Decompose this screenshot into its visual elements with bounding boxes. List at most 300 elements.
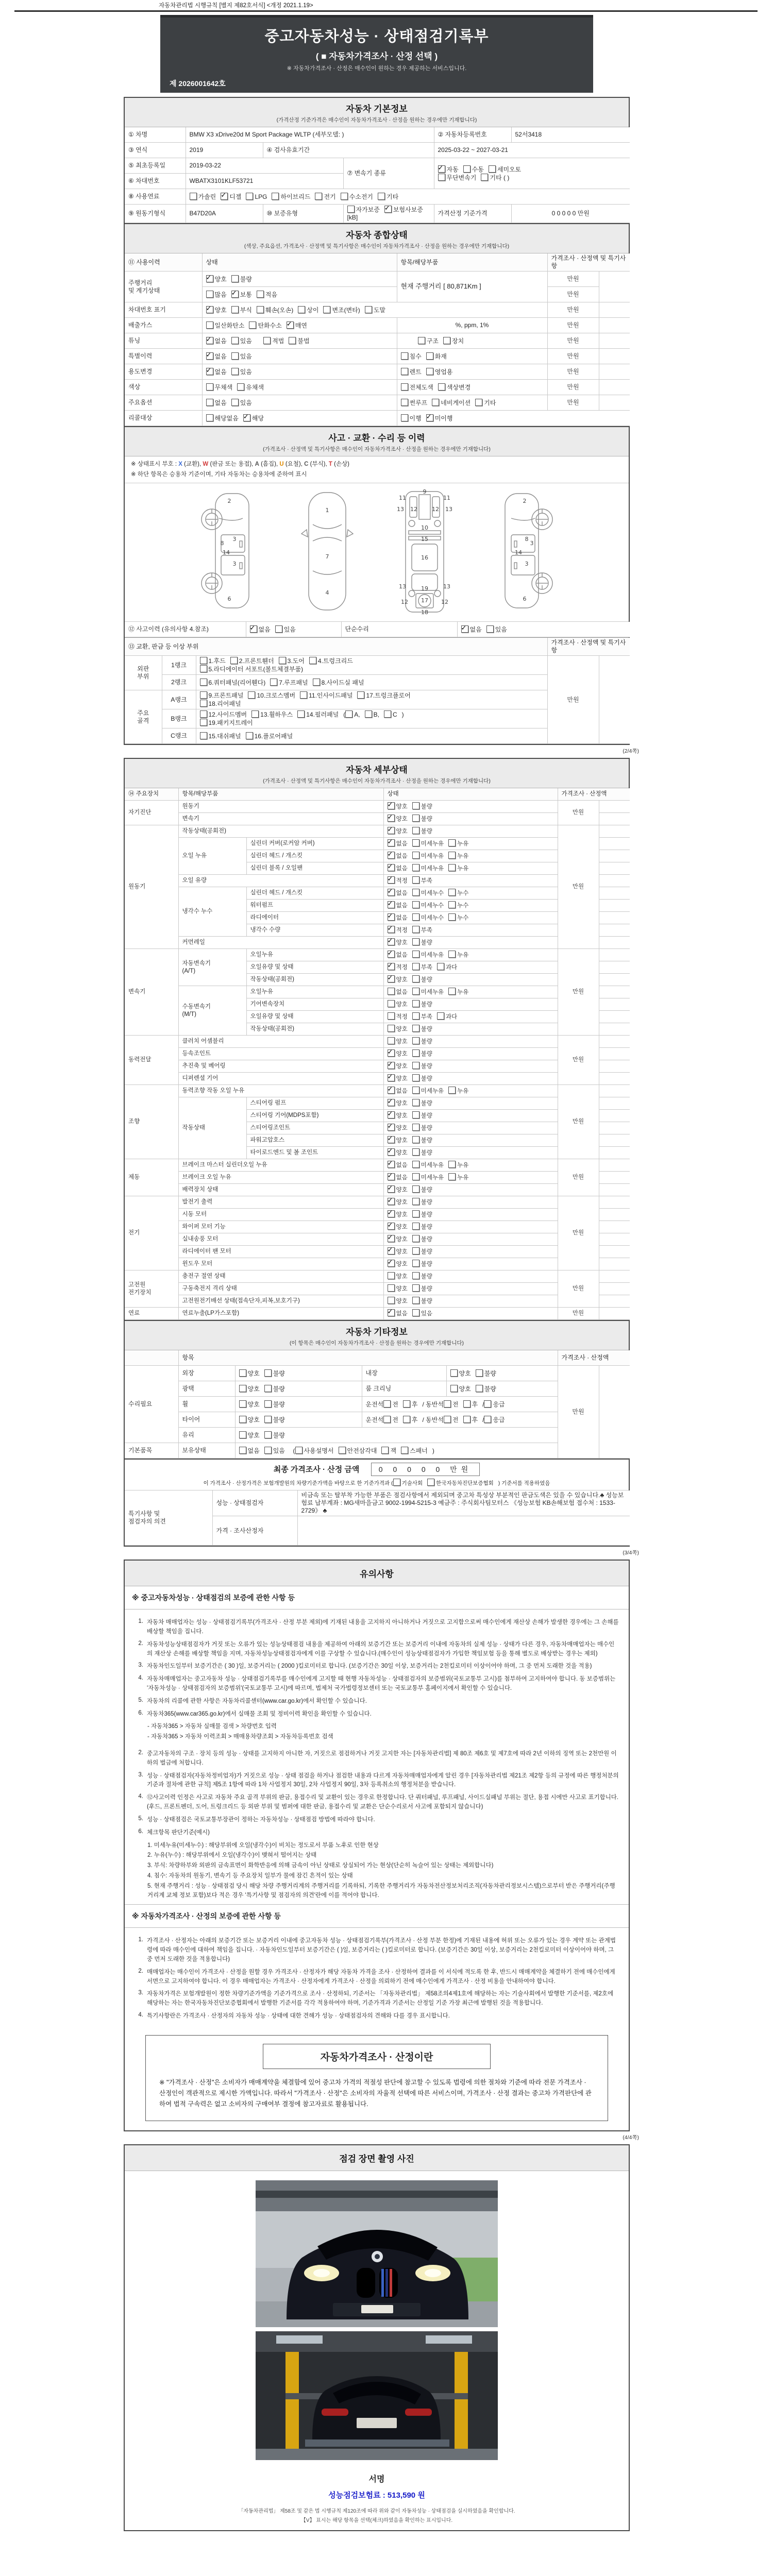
checkbox-unchecked <box>448 901 468 909</box>
svg-text:11: 11 <box>398 495 406 502</box>
notice-item-number: 6. <box>138 1709 143 1716</box>
section-header-etc <box>125 1320 629 1350</box>
checkbox-icon <box>295 1447 303 1454</box>
checkbox-label: 양호 <box>396 804 408 810</box>
checkbox-icon <box>388 815 395 822</box>
table-cell <box>383 1233 558 1246</box>
checkbox-icon <box>388 1074 395 1081</box>
table-cell: 실내송풍 모터 <box>178 1233 383 1246</box>
checkbox-checked <box>388 1309 408 1317</box>
checkbox-label: 적정 <box>396 927 408 934</box>
checkbox-label: 기술사회 <box>401 1480 423 1487</box>
checkbox-label: A, <box>354 711 360 719</box>
checkbox-icon <box>489 165 496 173</box>
checkbox-label: 불량 <box>273 1369 285 1377</box>
checkbox-label: 없음 <box>396 890 408 897</box>
checkbox-label: 누유 <box>457 989 469 996</box>
table-cell <box>599 1246 630 1258</box>
checkbox-unchecked <box>231 306 252 314</box>
checkbox-icon <box>388 1223 395 1230</box>
checkbox-icon <box>388 802 395 809</box>
checkbox-label: 양호 <box>396 1274 408 1280</box>
table-cell <box>599 380 630 395</box>
checkbox-label: 양호 <box>396 1150 408 1157</box>
table-cell: A랭크 <box>162 690 196 709</box>
car-side-left-diagram <box>192 487 270 616</box>
checkbox-icon <box>403 1400 410 1408</box>
table-cell: 단순수리 <box>341 622 457 637</box>
price-definition-body: ※ "가격조사 · 산정"은 소비자가 매매계약을 체결함에 있어 중고차 가격의 적절성 판단에 참고할 수 있도록 법령에 의한 절차와 기준에 따라 전문 가격조사 · 산정인이 객관적으로 제시한 가액입니다. 따라서 "가격조사 · 산정"은 소비자의 자율적 선택에 따른 서비스이며, 가격조사 · 산정 결과는 중고차 가격판단에 관하여 법적 구속력은 없고 소비자의 구매여부 결정에 참고자료로 활용됩니다. <box>159 2078 592 2108</box>
checkbox-label: 불량 <box>421 1286 432 1293</box>
checkbox-icon <box>231 337 239 344</box>
checkbox-icon <box>206 291 213 298</box>
checkbox-icon <box>401 1447 408 1454</box>
checkbox-icon <box>264 1369 272 1377</box>
notice-item <box>132 1968 619 1987</box>
checkbox-label: 없음 <box>396 866 408 872</box>
checkbox-checked <box>221 193 241 201</box>
checkbox-label: 불량 <box>421 977 432 984</box>
checkbox-icon <box>378 193 385 200</box>
table-cell <box>599 349 630 364</box>
text: / <box>482 1416 484 1423</box>
checkbox-icon <box>383 1416 391 1423</box>
table-cell <box>383 949 558 961</box>
checkbox-icon <box>279 657 286 664</box>
table-cell <box>383 1308 558 1320</box>
table-cell: 만원 <box>558 1036 599 1085</box>
checkbox-label: 부족 <box>421 927 432 934</box>
checkbox-icon <box>206 352 213 360</box>
checkbox-label: 없음 <box>396 1088 408 1095</box>
checkbox-label: 불량 <box>273 1431 285 1439</box>
table-cell <box>599 961 630 974</box>
checkbox-unchecked <box>341 193 373 201</box>
checkbox-label: 4.트렁크리드 <box>317 657 353 665</box>
table-row <box>125 1366 630 1381</box>
checkbox-label: 적음 <box>265 291 278 298</box>
table-row <box>125 1412 630 1428</box>
checkbox-icon <box>412 1223 419 1230</box>
checkbox-icon <box>297 710 305 718</box>
text: ) 기준서를 적용하였음 <box>498 1480 550 1487</box>
checkbox-unchecked <box>239 1385 260 1393</box>
notice-item-number: 1. <box>138 1937 143 1943</box>
checkbox-unchecked <box>378 193 398 201</box>
notice-item-number: 3. <box>138 1662 143 1669</box>
checkbox-label: 해당 <box>251 414 264 422</box>
notice-item <box>132 1675 619 1693</box>
signature-title: 서명 <box>368 2475 385 2484</box>
checkbox-icon <box>426 414 433 421</box>
checkbox-icon <box>438 165 445 173</box>
checkbox-icon <box>475 399 482 406</box>
title-banner <box>160 15 593 93</box>
checkbox-unchecked <box>437 1012 457 1021</box>
checkbox-icon <box>484 1416 491 1423</box>
checkbox-checked <box>388 1185 408 1194</box>
checkbox-checked <box>388 889 408 897</box>
checkbox-unchecked <box>365 306 385 314</box>
table-cell: 가격조사 · 산정액 및 특기사항 <box>547 638 630 656</box>
checkbox-icon <box>388 1111 395 1118</box>
table-cell: ⑨ 원동기형식 <box>125 205 186 223</box>
checkbox-label: 기타 <box>484 399 496 406</box>
section-title: 점검 장면 촬영 사진 <box>339 2154 414 2164</box>
table-cell: 외장 <box>178 1366 235 1381</box>
checkbox-icon <box>438 383 445 391</box>
table-cell: 항목 <box>178 1350 558 1366</box>
checkbox-label: 과다 <box>445 964 458 971</box>
legend-letter: W <box>203 461 209 467</box>
table-row <box>125 1397 630 1412</box>
checkbox-label: 적정 <box>396 964 408 971</box>
table-row <box>125 1221 630 1233</box>
checkbox-icon <box>412 1136 419 1143</box>
checkbox-unchecked <box>412 1223 432 1231</box>
table-cell: 오일유량 및 상태 <box>246 1011 383 1023</box>
final-price-label: 최종 가격조사 · 산정 금액 <box>273 1465 360 1475</box>
table-row <box>125 380 630 395</box>
table-cell: 2랭크 <box>162 675 196 690</box>
notice-item-number: 1. <box>138 1618 143 1625</box>
table-cell <box>343 205 434 223</box>
table-cell <box>383 1134 558 1147</box>
checkbox-icon <box>388 901 395 908</box>
checkbox-label: 전 <box>452 1416 459 1423</box>
checkbox-label: 있음 <box>240 337 252 345</box>
table-cell <box>599 302 630 318</box>
checkbox-icon <box>388 852 395 859</box>
table-cell <box>599 1209 630 1221</box>
checkbox-icon <box>412 1210 419 1217</box>
table-cell <box>446 1381 558 1397</box>
table-cell: 실린더 블록 / 오일팬 <box>246 862 383 875</box>
table-cell: 와이퍼 모터 기능 <box>178 1221 383 1233</box>
checkbox-icon <box>246 193 253 200</box>
table-cell <box>362 1397 558 1412</box>
checkbox-icon <box>365 306 372 313</box>
legend-desc: (손상) <box>332 461 350 467</box>
checkbox-label: 없음 <box>396 903 408 909</box>
checkbox-label: 잭 <box>390 1447 397 1454</box>
table-cell: 항목/해당부품 <box>397 253 547 272</box>
table-cell: 오일누유 <box>246 986 383 998</box>
table-cell <box>599 1073 630 1085</box>
checkbox-unchecked <box>412 913 444 922</box>
table-cell <box>383 1184 558 1196</box>
table-cell <box>235 1381 362 1397</box>
checkbox-unchecked <box>347 206 380 214</box>
notice-sub-item: 5. 현재 주행거리 : 성능 · 상태점검 당시 해당 차량 주행거리계의 주행거리를 기록하되, 기록한 주행거리가 자동차전산정보처리조직(자동차관리정보시스템)으로부터 받은 주행거리(주행거리계 교체 정보 포함)보다 적은 경우 '특기사항 및 점검자의 의견'란에 이를 적어야 합니다. <box>147 1883 615 1899</box>
checkbox-icon <box>388 1062 395 1069</box>
section-header-detail <box>125 759 629 788</box>
table-cell: 수리필요 <box>125 1366 178 1443</box>
table-cell: 배력장치 상태 <box>178 1184 383 1196</box>
table-cell: ③ 연식 <box>125 143 186 158</box>
checkbox-unchecked <box>412 1161 444 1169</box>
table-cell: 라디에이터 <box>246 912 383 924</box>
document-body <box>124 97 639 2531</box>
table-cell <box>599 1233 630 1246</box>
checkbox-label: 도말 <box>373 306 385 314</box>
used-car-inspection-record <box>0 1 773 2531</box>
table-cell: 브레이크 마스터 실린더오일 누유 <box>178 1159 383 1172</box>
checkbox-unchecked <box>313 679 364 687</box>
checkbox-icon <box>206 383 213 391</box>
table-cell: 냉각수 누수 <box>178 887 246 937</box>
table-cell <box>202 395 397 411</box>
notice-item-number: 5. <box>138 1815 143 1822</box>
checkbox-icon <box>481 174 488 181</box>
checkbox-label: 수소전기 <box>349 193 374 200</box>
checkbox-icon <box>264 1431 272 1438</box>
table-cell <box>599 1110 630 1122</box>
table-cell <box>599 1196 630 1209</box>
section-header-notice <box>125 1561 629 1586</box>
table-cell: 고전원전기배선 상태(접속단자,피복,보호기구) <box>178 1295 383 1308</box>
checkbox-unchecked <box>206 321 245 330</box>
table-cell: 작동상태(공회전) <box>246 974 383 986</box>
checkbox-label: 불량 <box>421 1039 432 1045</box>
table-cell: 커먼레일 <box>178 937 383 949</box>
checkbox-icon <box>412 1025 419 1032</box>
checkbox-icon <box>463 165 470 173</box>
car-rear-lift-photo <box>256 2331 498 2460</box>
text <box>401 337 418 345</box>
checkbox-icon <box>239 1416 246 1423</box>
checkbox-label: 있음 <box>240 368 252 376</box>
overall-state-table <box>125 253 629 426</box>
checkbox-label: 미세누유 <box>421 1175 444 1181</box>
checkbox-label: 미세누수 <box>421 890 444 897</box>
checkbox-unchecked <box>412 938 432 946</box>
checkbox-icon <box>231 275 239 282</box>
checkbox-unchecked <box>412 1025 432 1033</box>
checkbox-label: 불량 <box>421 804 432 810</box>
checkbox-label: 17.트렁크플로어 <box>366 692 411 700</box>
checkbox-unchecked <box>426 368 453 376</box>
table-cell <box>599 1023 630 1036</box>
text: / 동반석 <box>422 1400 444 1408</box>
checkbox-label: 불량 <box>421 1261 432 1268</box>
checkbox-label: 많음 <box>214 291 227 298</box>
table-cell: B47D20A <box>186 205 263 223</box>
table-cell <box>599 1085 630 1097</box>
table-cell <box>383 1159 558 1172</box>
accident-history-table <box>125 622 629 637</box>
section-basic-and-overall <box>124 97 630 745</box>
checkbox-icon <box>388 1148 395 1156</box>
checkbox-icon <box>438 174 445 181</box>
checkbox-checked <box>388 1148 408 1157</box>
table-cell: 룸 크리닝 <box>362 1381 446 1397</box>
table-cell <box>362 1412 558 1428</box>
text <box>257 337 263 345</box>
checkbox-label: 누유 <box>457 952 469 959</box>
checkbox-unchecked <box>231 337 252 345</box>
checkbox-icon <box>388 1284 395 1292</box>
checkbox-label: 후 <box>472 1400 478 1408</box>
checkbox-label: 양호 <box>396 1063 408 1070</box>
checkbox-unchecked <box>412 901 444 909</box>
checkbox-label: 수동 <box>472 165 484 173</box>
table-row <box>125 1443 630 1459</box>
svg-text:17: 17 <box>421 597 428 604</box>
checkbox-icon <box>401 383 408 391</box>
section-title: 사고 · 교환 · 수리 등 이력 <box>328 433 425 443</box>
table-cell <box>397 333 547 349</box>
checkbox-label: 불량 <box>421 1051 432 1058</box>
checkbox-icon <box>190 193 197 200</box>
table-cell: 차대번호 표기 <box>125 302 202 318</box>
checkbox-unchecked <box>206 414 239 422</box>
table-cell <box>196 675 547 690</box>
table-row <box>125 1209 630 1221</box>
checkbox-checked <box>388 1136 408 1144</box>
table-row <box>125 1246 630 1258</box>
checkbox-checked <box>250 625 271 634</box>
checkbox-label: 구조 <box>426 337 439 345</box>
table-cell <box>383 1196 558 1209</box>
svg-text:3: 3 <box>232 561 236 568</box>
notice-item <box>132 1793 619 1812</box>
checkbox-label: 누유 <box>457 853 469 860</box>
checkbox-unchecked <box>200 719 253 727</box>
checkbox-checked <box>388 1087 408 1095</box>
table-row <box>125 318 630 333</box>
checkbox-label: 없음 <box>396 1311 408 1317</box>
checkbox-label: 미세누수 <box>421 903 444 909</box>
table-cell: 만원 <box>547 287 599 302</box>
table-cell <box>383 998 558 1011</box>
checkbox-unchecked <box>412 852 444 860</box>
checkbox-label: 화재 <box>434 352 447 360</box>
checkbox-unchecked <box>297 710 339 719</box>
checkbox-unchecked <box>257 291 277 299</box>
checkbox-icon <box>272 193 279 200</box>
svg-text:19: 19 <box>421 585 428 592</box>
checkbox-label: 5.라디에이터 서포트(볼트체결부품) <box>208 666 304 673</box>
checkbox-checked <box>388 1223 408 1231</box>
notice-sub-item: - 자동차365 > 자동차 실매물 검색 > 차량번호 입력 <box>147 1723 277 1730</box>
checkbox-unchecked <box>432 399 470 407</box>
checkbox-unchecked <box>448 1087 468 1095</box>
checkbox-icon <box>427 1479 434 1486</box>
checkbox-icon <box>401 368 408 375</box>
notice-item <box>132 1990 619 2008</box>
checkbox-label: 불량 <box>273 1416 285 1423</box>
legend-letter: U <box>279 461 284 467</box>
checkbox-unchecked <box>401 383 433 392</box>
checkbox-unchecked <box>476 1369 496 1378</box>
checkbox-unchecked <box>239 1400 260 1409</box>
checkbox-label: 누수 <box>457 903 469 909</box>
checkbox-unchecked <box>412 1309 432 1317</box>
checkbox-icon <box>257 306 264 313</box>
table-cell <box>196 656 547 675</box>
table-cell <box>397 395 547 411</box>
table-cell: 가격 · 조사산정자 <box>212 1516 297 1546</box>
checkbox-label: 9.프론트패널 <box>208 692 244 700</box>
checkbox-label: 양호 <box>396 1236 408 1243</box>
checkbox-icon <box>448 839 456 846</box>
checkbox-unchecked <box>393 1479 423 1487</box>
notice-sub-item: 2. 누유(누수) : 해당부위에서 오일(냉각수)이 맺혀서 떨어지는 상태 <box>147 1852 317 1859</box>
svg-text:13: 13 <box>445 506 452 513</box>
table-cell <box>202 333 397 349</box>
checkbox-icon <box>412 839 419 846</box>
checkbox-unchecked <box>264 1385 285 1393</box>
table-cell: 실린더 헤드 / 개스킷 <box>246 850 383 862</box>
checkbox-unchecked <box>272 193 310 201</box>
table-cell: ⑭ 주요장치 <box>125 788 178 801</box>
table-row <box>125 302 630 318</box>
checkbox-unchecked <box>403 1416 418 1424</box>
checkbox-icon <box>237 383 244 391</box>
checkbox-icon <box>388 1037 395 1044</box>
checkbox-label: 14.필러패널 <box>306 711 339 719</box>
checkbox-unchecked <box>448 1161 468 1169</box>
section-header-overall <box>125 223 629 253</box>
table-cell <box>599 1147 630 1159</box>
checkbox-checked <box>388 1198 408 1206</box>
table-cell: ⑧ 사용연료 <box>125 189 186 205</box>
checkbox-checked <box>231 291 252 299</box>
checkbox-label: 미세누유 <box>421 841 444 848</box>
checkbox-icon <box>388 1161 395 1168</box>
checkbox-icon <box>289 337 296 344</box>
checkbox-icon <box>315 193 322 200</box>
table-cell <box>599 825 630 838</box>
photo-area <box>125 2171 629 2467</box>
checkbox-unchecked <box>230 657 274 665</box>
table-cell: 만원 <box>558 801 599 825</box>
table-row <box>125 143 630 158</box>
checkbox-icon <box>412 1037 419 1044</box>
notice-item-text: 체크항목 판단기준(예시) <box>147 1829 210 1836</box>
table-cell: 오일 누유 <box>178 838 246 875</box>
checkbox-label: 불량 <box>421 1236 432 1243</box>
checkbox-checked <box>426 414 453 422</box>
svg-text:9: 9 <box>423 488 426 496</box>
table-row <box>125 1060 630 1073</box>
table-cell <box>235 1443 558 1459</box>
table-row <box>125 1184 630 1196</box>
notice-item-text: 자동차 매매업자는 성능 · 상태점검기록부(가격조사 · 산정 부분 제외)에 기재된 내용을 고지하지 아니하거나 거짓으로 고지함으로써 매수인에게 재산상 손해가 발생한 경우에는 그 손해를 배상할 책임을 집니다. <box>147 1619 619 1635</box>
table-cell <box>383 1270 558 1283</box>
notice-item-number: 3. <box>138 1990 143 1996</box>
checkbox-unchecked <box>248 691 295 700</box>
checkbox-unchecked <box>412 889 444 897</box>
notice-item-text: 자동차매매업자는 중고자동차 성능 · 상태점검기록부를 매수인에게 고지할 때 현행 자동차성능 · 상태점검자의 보증범위(국토교통부 고시)를 첨부하여 고지하여야 합니다. 동 보증범위는 '자동차성능 · 상태점검자의 보증범위'(국토교통부 고시)에 따르며, 법제처 국가법령정보센터 또는 국토교통부 홈페이지에서 확인할 수 있습니다. <box>147 1676 616 1691</box>
checkbox-checked <box>388 852 408 860</box>
text: ) <box>401 711 404 719</box>
checkbox-label: 있음 <box>273 1447 285 1454</box>
table-cell: 가격산정 기준가격 <box>434 205 511 223</box>
table-cell <box>599 974 630 986</box>
form-table <box>125 622 630 637</box>
table-cell: 용도변경 <box>125 364 202 380</box>
checkbox-unchecked <box>401 399 428 407</box>
checkbox-unchecked <box>279 657 305 665</box>
table-cell: 발전기 출력 <box>178 1196 383 1209</box>
table-cell <box>599 801 630 813</box>
checkbox-icon <box>432 399 439 406</box>
notice-item <box>132 1697 619 1706</box>
legend-prefix: ※ 상태표시 부호 : <box>131 461 179 467</box>
svg-text:3: 3 <box>232 536 236 543</box>
